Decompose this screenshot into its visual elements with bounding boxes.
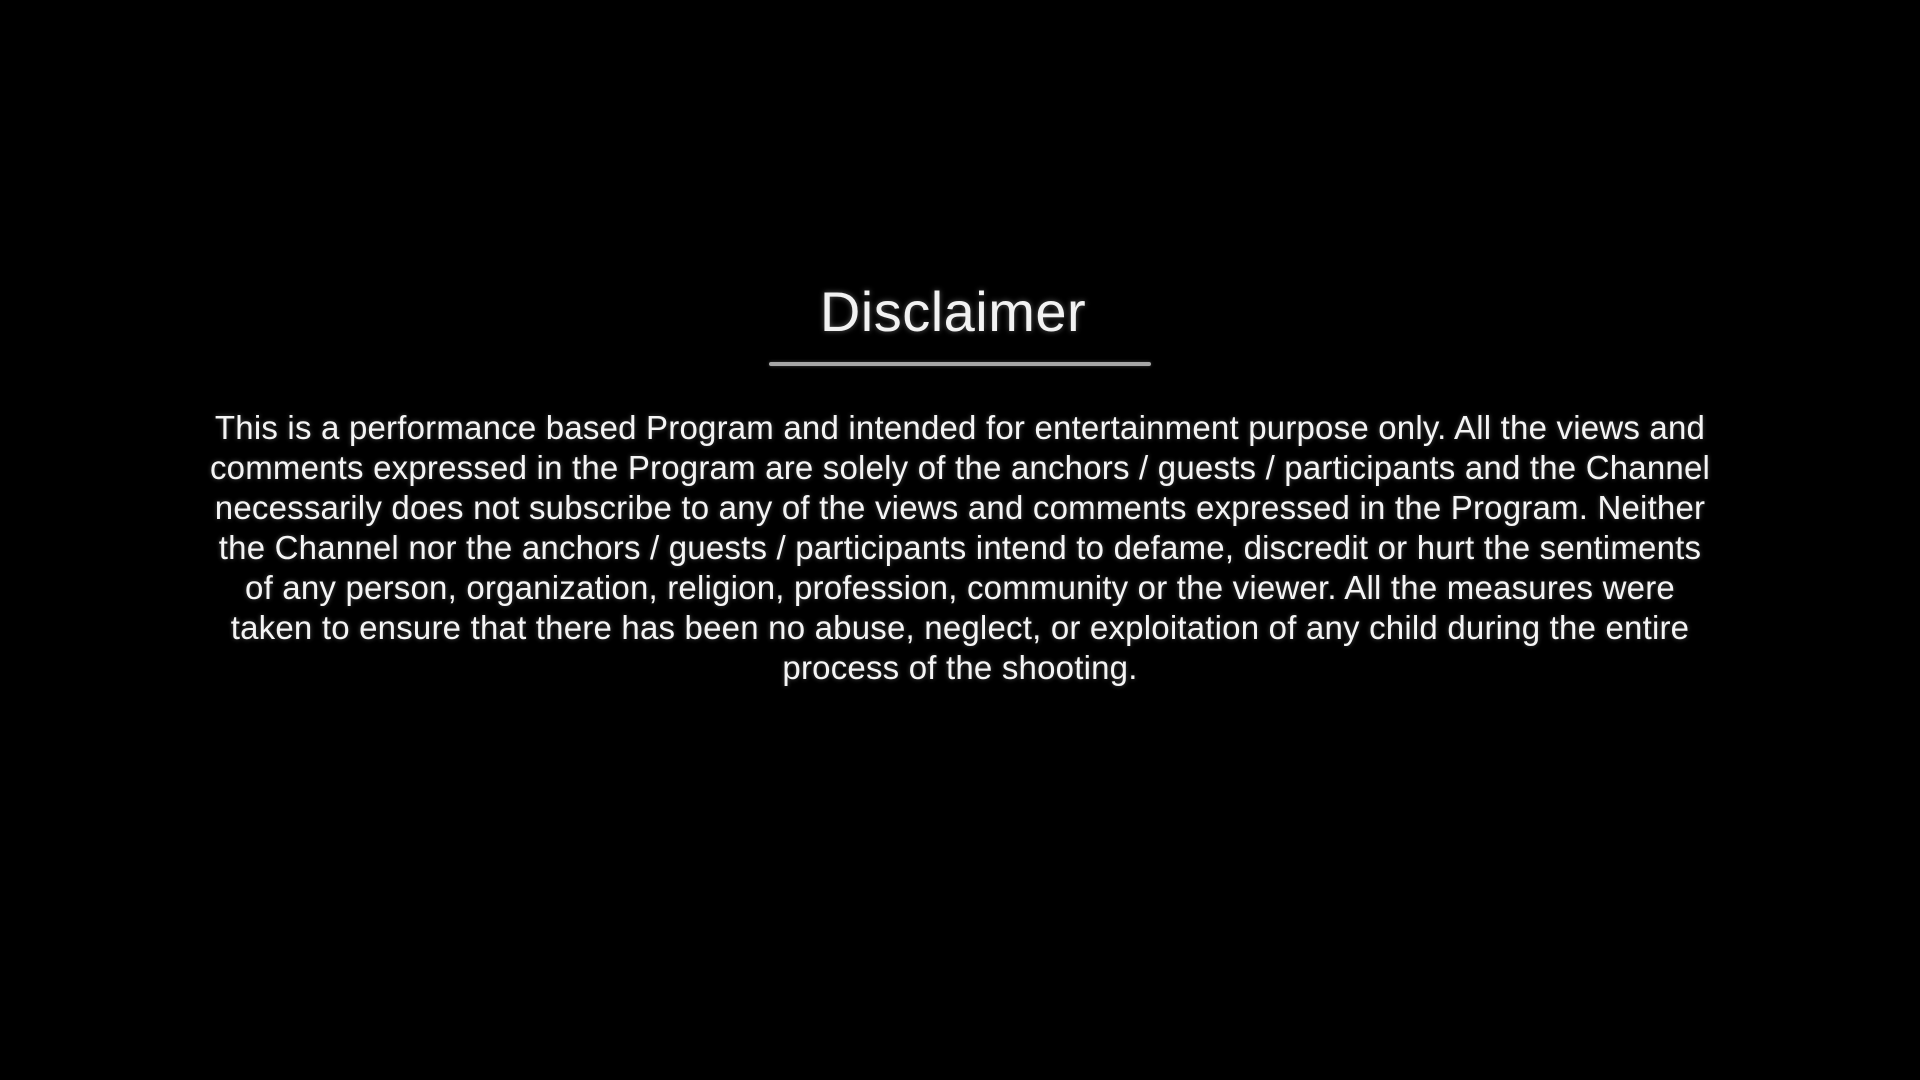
disclaimer-line: of any person, organization, religion, profession, community or the viewer. All the measures were [245,569,1675,606]
disclaimer-line: necessarily does not subscribe to any of the views and comments expressed in the Program. Neither [214,489,1706,526]
disclaimer-line: comments expressed in the Program are solely of the anchors / guests / participants and the Channel [209,449,1711,486]
disclaimer-body [30,408,1890,688]
disclaimer-line: process of the shooting. [782,649,1138,686]
disclaimer-header [0,280,1920,366]
disclaimer-title: Disclaimer [819,280,1087,343]
disclaimer-line: taken to ensure that there has been no abuse, neglect, or exploitation of any child during the entire [230,609,1690,646]
disclaimer-line: This is a performance based Program and intended for entertainment purpose only. All the views and [214,409,1706,446]
title-underline-rule [769,362,1151,366]
disclaimer-line: the Channel nor the anchors / guests / participants intend to defame, discredit or hurt the sentiments [218,529,1702,566]
